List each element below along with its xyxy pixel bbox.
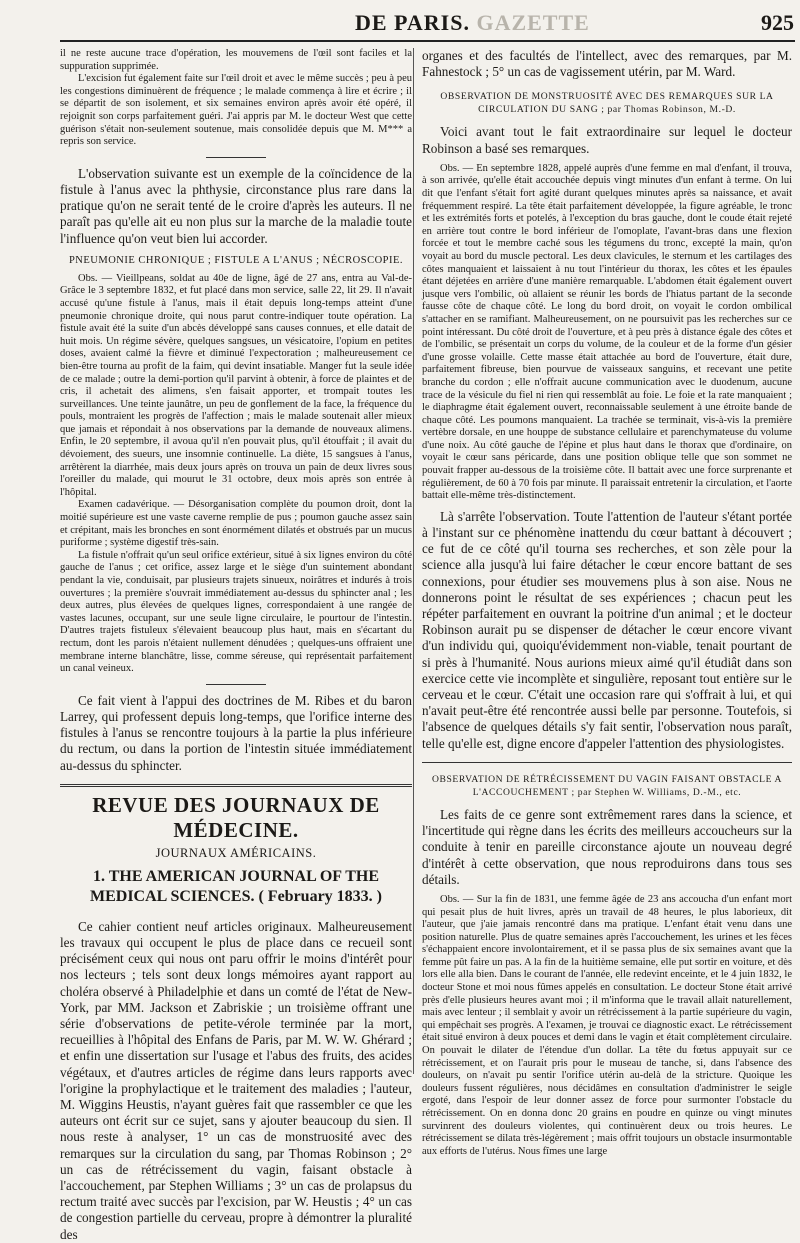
- running-title: [355, 10, 590, 36]
- left-column: [60, 48, 412, 1243]
- paragraph: organes et des facultés de l'intellect, avec des remarques, par M. Fahnestock ; 5° un cas de vagissement utérin, par M. Ward.: [422, 48, 792, 80]
- observation-heading: PNEUMONIE CHRONIQUE ; FISTULE A L'ANUS ; NÉCROSCOPIE.: [68, 254, 404, 266]
- section-title: REVUE DES JOURNAUX DE MÉDECINE.: [92, 792, 380, 842]
- journal-title: 1. THE AMERICAN JOURNAL OF THE MEDICAL SCIENCES. ( February 1833. ): [89, 867, 382, 905]
- paragraph: Ce cahier contient neuf articles originaux. Malheureusement les travaux qui occupent le plus de place dans ce recueil sont précisément ceux qui nous ont paru offrir le moins d'intérêt pour nos lecteurs ; tels sont deux longs mémoires ayant rapport au choléra observé à Philadelphie et dans un comté de l'état de New-York, par MM. Jackson et Zabriskie ; un troisième offrant une série d'observations de petite-vérole terminée par la mort, recueillies à l'hôpital des Enfans de Paris, par M. W. W. Ghérard ; et enfin une dissertation sur l'usage et l'abus des fruits, des acides végétaux, et d'autres articles de régime dans leurs rapports avec l'origine la prophylactique et le traitement des maladies ; l'auteur, M. Wiggins Heustis, n'ayant guères fait que rassembler ce que les auteurs ont écrit sur ce sujet, sans y ajouter beaucoup du sien. Il nous reste à analyser, 1° un cas de monstruosité avec des remarques sur la circulation du sang, par Thomas Robinson ; 2° un cas de rétrécissement du vagin, faisant obstacle à l'accouchement, par Stephen Williams ; 3° un cas de prolapsus du rectum traité avec succès par l'excision, par W. Heustis ; 4° un cas de congestion partielle du cerveau, propre à démontrer la pluralité des: [60, 918, 412, 1242]
- divider: [206, 157, 266, 158]
- column-separator: [413, 48, 414, 1074]
- divider: [206, 684, 266, 685]
- paragraph: il ne reste aucune trace d'opération, les mouvemens de l'œil sont faciles et la suppuration supprimée.: [60, 48, 412, 72]
- page-header: [0, 6, 800, 40]
- section-rule: [60, 784, 412, 787]
- paragraph: Là s'arrête l'observation. Toute l'attention de l'auteur s'étant portée à l'instant sur ce phénomène inattendu du cœur battant à découvert ; ce fut de ce côté qu'il tourna ses recherches, et son zèle pour la science alla jusqu'à lui faire détacher le cœur encore battant de ses connexions, pour étudier ses mouvemens plus à son aise. Nous ne donnerons point le résultat de ses expériences ; chacun peut les répéter parfaitement en ouvrant la poitrine d'un animal ; et le docteur Robinson aurait pu se dispenser de détacher le cœur encore vivant d'un individu qui, quoiqu'évidemment non-viable, tenait pourtant de si près à l'humanité. Nous aurions mieux aimé qu'il étudiât dans son exercice cette vie incomplète et singulière, reposant tout entière sur le cerveau et le cœur. C'était une occasion rare qui s'offrait à lui, et qui n'avait peut-être été rencontrée aussi belle par personne. Toutefois, si l'absence de quelques détails s'y fait sentir, l'observation nous paraît, telle qu'elle est, digne encore d'appeler l'attention des physiologistes.: [422, 508, 792, 751]
- ghost-text: GAZETTE: [476, 10, 590, 35]
- observation-heading: OBSERVATION DE RÉTRÉCISSEMENT DU VAGIN FAISANT OBSTACLE A L'ACCOUCHEMENT ; par Stephen W. Williams, D.-M., etc.: [431, 773, 783, 798]
- paragraph: L'excision fut également faite sur l'œil droit et avec le même succès ; peu à peu les congestions diminuèrent de fréquence ; le malade commença à lire et écrire ; il se départit de son isolement, et six semaines environ après avoir été opéré, il rejoignit son corps parfaitement guéri. J'ai appris par M. le docteur West que cette guérison s'était non-seulement soutenue, mais consolidée depuis que M. M*** a repris son service.: [60, 73, 412, 148]
- paragraph: Obs. — En septembre 1828, appelé auprès d'une femme en mal d'enfant, il trouva, à son arrivée, qu'elle était accouchée depuis vingt minutes d'un enfant à terme. On lui dit que l'enfant s'était fort agité durant quelques minutes après sa naissance, et avait fréquemment respiré. La tête était parfaitement développée, la figure agréable, le tronc et les extrémités forts et potelés, à l'exception du bras gauche, dont le coude était rejeté en arrière tout contre le bord inférieur de l'omoplate, l'avant-bras dans une flexion forcée et tout le membre caché sous les tégumens du tronc, excepté la main, qu'on voyait au bord du muscle pectoral. Les deux clavicules, le sternum et les cartilages des côtes manquaient et laissaient à nu tout l'intérieur du thorax, les côtes et les épaules étant déjetées en arrière d'une manière remarquable. L'abdomen était également ouvert jusque vers l'ombilic, où allaient se réunir les bords de l'hiatus partant de la seconde fausse côte de chaque côté. Le long du bord droit, on voyait le cordon ombilical s'attacher en se ramifiant. Malheureusement, on ne poursuivit pas les recherches sur ce point intéressant. Du côté droit de l'ouverture, et à peu près à distance égale des côtes et de l'ombilic, se présentait un corps du volume, de la couleur et de la forme d'un gésier d'une grosse volaille. Cette masse était attachée au bord de l'ouverture, était dure, parfaitement fibreuse, bien pourvue de vaisseaux sanguins, et recevant une petite branche du cordon ; elle n'offrait aucune communication avec le duodenum, aucune trace de la vésicule du fiel ni rien qui ressemblât au foie. Le foie et la rate manquaient ; le diaphragme était également ouvert, reconnaissable seulement à une étroite bande de chaque côté. Les poumons manquaient. La trachée se terminait, vis-à-vis la première vertèbre dorsale, en une houppe de substance cellulaire et parenchymateuse du volume d'une noix. Au côté gauche de l'épine et plus haut dans le thorax que d'ordinaire, on voyait le cœur sans péricarde, dans une position oblique telle que son sommet ne pouvait frapper au-dessous de la troisième côte. Il battait avec une force surprenante et régulièrement, de 60 à 70 fois par minute. Il paraissait entretenir la circulation, et l'aorte battait elle-même très-distinctement.: [422, 162, 792, 502]
- observation-heading: OBSERVATION DE MONSTRUOSITÉ AVEC DES REMARQUES SUR LA CIRCULATION DU SANG ; par Thomas Robinson, M.-D.: [440, 91, 774, 116]
- paragraph: Obs. — Sur la fin de 1831, une femme âgée de 23 ans accoucha d'un enfant mort qui pesait plus de huit livres, après un travail de 48 heures, le plus laborieux, dit l'auteur, que j'aie jamais rencontré dans ma pratique. L'enfant était venu dans une position naturelle. Plus de quatre semaines après l'accouchement, les urines et les fèces s'échappaient encore involontairement, et il se passa plus de six semaines avant que la femme pût faire un pas. A la fin de la huitième semaine, elle put sortir en voiture, et dès lors elle alla bien. Dans le courant de l'année, elle redevint enceinte, et le 4 juin 1832, le docteur Stone et moi nous fûmes appelés en consultation. Le docteur Stone était arrivé près d'elle plusieurs heures avant moi ; il m'informa que le travail allait naturellement, mais avec lenteur ; il semblait y avoir un rétrécissement à la partie supérieure du vagin, qui empêchait ses progrès. A l'examen, je trouvai ce diagnostic exact. Le rétrécissement était situé environ à deux pouces et demi dans le vagin et était complètement circulaire. On pouvait le dilater de l'étendue d'un dollar. La tête du fœtus appuyait sur ce rétrécissement, et on l'aurait pris pour le museau de tanche, si, dans l'absence des douleurs, on n'avait pu sentir l'orifice utérin au-delà de la stricture. Quoique les douleurs fussent régulières, nous décidâmes en consultation d'administrer le seigle ergoté, dans l'espoir de leur donner assez de force pour surmonter l'obstacle du rétrécissement. On en donna donc 20 grains en poudre en quinze ou vingt minutes survinrent des douleurs violentes, qui continuèrent deux ou trois heures. Le rétrécissement se dilata très-légèrement ; mais offrit toujours un obstacle insurmontable aux efforts de l'utérus. Nous fîmes une large: [422, 893, 792, 1157]
- paragraph: Les faits de ce genre sont extrêmement rares dans la science, et l'incertitude qui règne dans les écrits des meilleurs accoucheurs sur la conduite à tenir en pareille circonstance ajoute un nouveau degré d'intérêt à cette observation, que nous reproduirons dans tous ses détails.: [422, 806, 792, 887]
- section-subtitle: JOURNAUX AMÉRICAINS.: [155, 845, 317, 860]
- running-title-text: DE PARIS.: [355, 10, 470, 35]
- paragraph: Ce fait vient à l'appui des doctrines de M. Ribes et du baron Larrey, qui professent depuis long-temps, que l'orifice interne des fistules à l'anus se rencontre toujours à la partie la plus inférieure du rectum, ou dans la portion de l'intestin située immédiatement au-dessus du sphincter.: [60, 692, 412, 773]
- paragraph: Voici avant tout le fait extraordinaire sur lequel le docteur Robinson a basé ses remarques.: [422, 124, 792, 156]
- divider: [422, 762, 792, 763]
- paragraph: L'observation suivante est un exemple de la coïncidence de la fistule à l'anus avec la phthysie, circonstance plus rare dans la pratique qu'on ne serait tenté de le croire d'après les auteurs. Il ne paraît pas qu'elle ait eu non plus sur la marche de la maladie toute l'influence qu'on veut bien lui accorder.: [60, 165, 412, 246]
- header-rule: [60, 40, 795, 42]
- right-column: [422, 48, 792, 1158]
- page-number: 925: [761, 10, 794, 35]
- paragraph: Examen cadavérique. — Désorganisation complète du poumon droit, dont la moitié supérieure est une vaste caverne remplie de pus ; poumon gauche assez sain et crépitant, mais les bronches en sont énormément dilatés et obstrués par un mucus puriforme ; système digestif très-sain.: [60, 499, 412, 549]
- paragraph: La fistule n'offrait qu'un seul orifice extérieur, situé à six lignes environ du côté gauche de l'anus ; cet orifice, assez large et le siège d'un suintement abondant pendant la vie, conduisait, par plusieurs trajets sinueux, noirâtres et indurés à trois ouvertures ; la première s'ouvrait immédiatement au-dessus du sphincter anal ; les deux autres, plus élevées de quelques lignes, correspondaient à une rangée de vastes lacunes, occupant, sur une seule ligne circulaire, le pourtour de l'intestin. D'autres trajets fistuleux s'élevaient beaucoup plus haut, mais en s'écartant du rectum, dont les parois n'étaient nullement dénudées ; quelques-uns offraient une membrane interne blanchâtre, lisse, comme séreuse, qui représentait parfaitement un canal veineux.: [60, 549, 412, 675]
- paragraph: Obs. — Vieillpeans, soldat au 40e de ligne, âgé de 27 ans, entra au Val-de-Grâce le 3 septembre 1832, et fut placé dans mon service, salle 22, lit 29. Il n'avait accusé qu'une fistule à l'anus, mais il était depuis long-temps atteint d'une pneumonie chronique droite, qui nous parut contre-indiquer toute opération. La fistule avait été la suite d'un abcès développé sans causes connues, et elle datait de huit mois. Un régime sévère, quelques sangsues, un vésicatoire, l'opium en petites doses, avaient calmé la fièvre et diminué l'expectoration ; malheureusement ce bien-être tourna au profit de la faim, qui devint insatiable. Manger fut la seule idée de ce malade ; outre la demi-portion qu'il parvint à obtenir, à force de plaintes et de cris, il achetait des alimens, s'en faisait apporter, et trompait toutes les surveillances. Une teinte jaunâtre, un peu de gonflement de la face, la fréquence du pouls, montraient les progrès de l'affection ; mais le malade soutenait aller mieux que jamais et répondait à nos observations par la demande de nouveaux alimens. Enfin, le 20 septembre, il avoua qu'il n'en pouvait plus, qu'il étouffait ; il avait du dévoiement, des sueurs, une insomnie continuelle. La diète, 15 sangsues à l'anus, arrêtèrent la diarrhée, mais deux jours après on trouva un pain de deux livres sous l'oreiller du malade, qui mourut le 31 octobre, deux mois après son entrée à l'hôpital.: [60, 272, 412, 498]
